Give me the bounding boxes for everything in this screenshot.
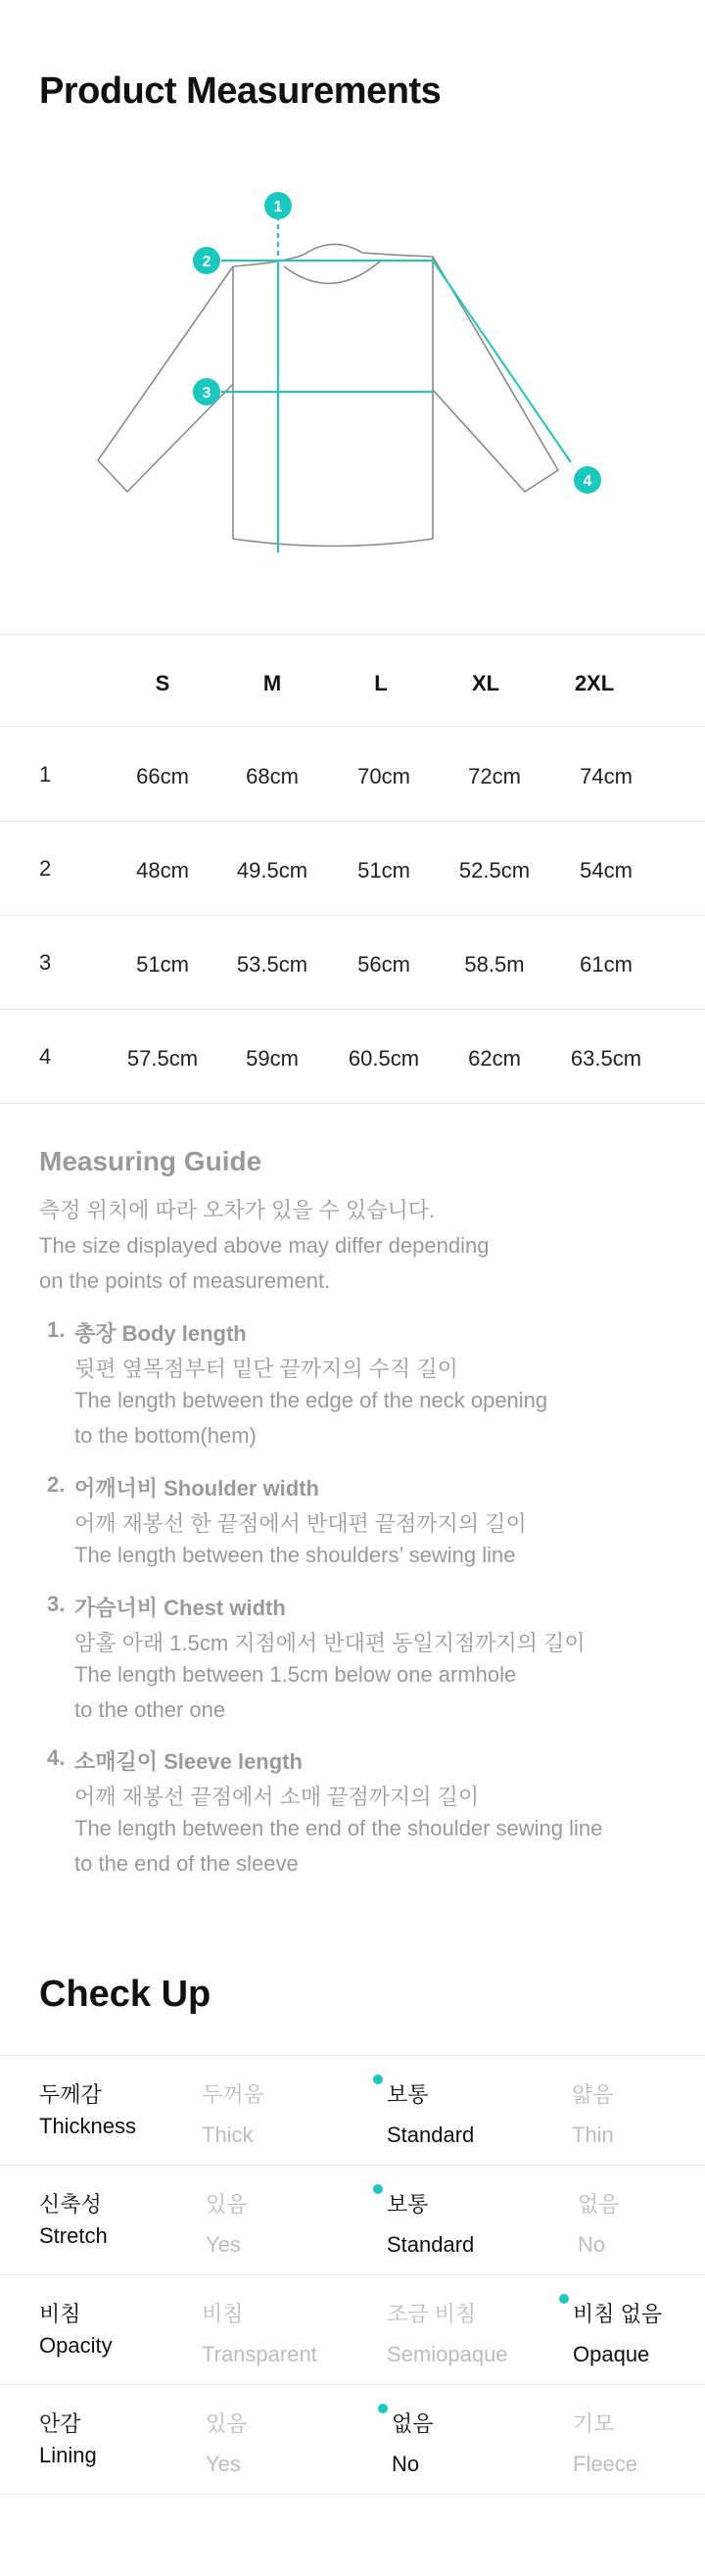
option-en: Yes (206, 2232, 241, 2257)
check-option-selected (573, 2298, 705, 2367)
check-option (202, 2298, 378, 2367)
table-cell: 59cm (246, 1046, 299, 1071)
marker-4 (574, 466, 601, 494)
option-en: Thick (202, 2123, 254, 2147)
table-cell: 74cm (580, 764, 633, 788)
check-rule (0, 2055, 705, 2056)
table-cell: 48cm (136, 858, 189, 883)
option-ko: 있음 (206, 2192, 248, 2217)
option-ko: 기모 (573, 2411, 615, 2436)
table-rule (0, 726, 705, 727)
guide-item-line: to the end of the sleeve (74, 1851, 299, 1876)
option-ko: 없음 (392, 2411, 434, 2436)
check-option (387, 2298, 563, 2367)
guide-item-heading: 가슴너비 Chest width (74, 1596, 286, 1620)
check-rule (0, 2274, 705, 2275)
table-cell: 70cm (357, 764, 410, 788)
check-label-ko: 안감 (39, 2411, 81, 2436)
check-rule (0, 2494, 705, 2495)
row-label: 3 (39, 950, 52, 975)
check-option (578, 2188, 705, 2258)
table-cell: 60.5cm (348, 1046, 420, 1071)
guide-intro-line: 측정 위치에 따라 오차가 있을 수 있습니다. (39, 1198, 436, 1222)
option-ko: 보통 (387, 2082, 429, 2107)
option-en: Transparent (202, 2342, 317, 2366)
guide-item-line: 어깨 재봉선 한 끝점에서 반대편 끝점까지의 길이 (74, 1511, 527, 1536)
check-label-ko: 두께감 (39, 2082, 102, 2107)
option-ko: 비침 (202, 2302, 244, 2326)
check-up-title: Check Up (39, 1974, 212, 2015)
guide-item-line: 뒷편 옆목점부터 밑단 끝까지의 수직 길이 (74, 1357, 458, 1381)
check-option-selected (387, 2188, 563, 2258)
size-header: XL (471, 671, 500, 695)
option-ko: 보통 (387, 2192, 429, 2217)
guide-item-line: to the bottom(hem) (74, 1423, 257, 1448)
table-rule (0, 915, 705, 916)
size-header: M (262, 671, 282, 695)
table-cell: 57.5cm (126, 1046, 199, 1071)
check-option (572, 2078, 705, 2148)
check-option (206, 2408, 382, 2477)
table-cell: 49.5cm (236, 858, 308, 883)
guide-item-number: 4. (47, 1745, 66, 1770)
table-cell: 54cm (580, 858, 633, 883)
check-option (202, 2078, 378, 2148)
guide-intro-line: The size displayed above may differ depending (39, 1233, 490, 1258)
check-rule (0, 2384, 705, 2385)
guide-intro-line: on the points of measurement. (39, 1268, 331, 1293)
guide-item-number: 3. (47, 1592, 66, 1616)
table-rule (0, 1009, 705, 1010)
check-option-selected (392, 2408, 568, 2477)
selected-dot-icon (378, 2404, 388, 2413)
guide-item-line: The length between the end of the shoulder sewing line (74, 1816, 603, 1840)
size-header: L (374, 671, 388, 695)
table-cell: 63.5cm (570, 1046, 642, 1071)
table-cell: 53.5cm (236, 952, 308, 977)
check-option (206, 2188, 382, 2258)
marker-3 (193, 378, 220, 405)
option-en: Standard (387, 2232, 475, 2257)
table-cell: 66cm (136, 764, 189, 788)
check-option (573, 2408, 705, 2477)
selected-dot-icon (373, 2075, 383, 2084)
check-label-en: Thickness (39, 2114, 137, 2138)
table-cell: 51cm (357, 858, 410, 883)
guide-item-number: 2. (47, 1472, 66, 1497)
option-en: Yes (206, 2452, 241, 2476)
selected-dot-icon (559, 2294, 569, 2304)
option-ko: 비침 없음 (573, 2302, 663, 2326)
guide-item-heading: 소매길이 Sleeve length (74, 1749, 303, 1774)
option-ko: 조금 비침 (387, 2302, 477, 2326)
row-label: 2 (39, 856, 52, 881)
guide-item-line: to the other one (74, 1697, 226, 1722)
guide-item-line: 어깨 재봉선 끝점에서 소매 끝점까지의 길이 (74, 1785, 480, 1809)
svg-text:3: 3 (202, 385, 212, 402)
guide-item-line: The length between the shoulders’ sewing line (74, 1543, 516, 1567)
check-label-en: Opacity (39, 2333, 113, 2358)
guide-item-line: The length between the edge of the neck opening (74, 1388, 548, 1412)
option-en: No (392, 2452, 420, 2476)
option-ko: 있음 (206, 2411, 248, 2436)
guide-item-number: 1. (47, 1317, 66, 1342)
check-label-en: Stretch (39, 2223, 108, 2248)
table-rule (0, 821, 705, 822)
garment-diagram (0, 176, 705, 588)
option-ko: 두꺼움 (202, 2082, 264, 2107)
table-cell: 51cm (136, 952, 189, 977)
table-cell: 61cm (580, 952, 633, 977)
guide-item-heading: 어깨너비 Shoulder width (74, 1476, 319, 1501)
row-label: 1 (39, 762, 52, 787)
table-rule (0, 1103, 705, 1104)
table-cell: 58.5m (464, 952, 525, 977)
table-cell: 72cm (468, 764, 521, 788)
option-en: Standard (387, 2123, 475, 2147)
marker-1 (264, 192, 292, 219)
guide-item-heading: 총장 Body length (74, 1321, 247, 1346)
table-cell: 52.5cm (458, 858, 531, 883)
table-cell: 56cm (357, 952, 410, 977)
option-ko: 없음 (578, 2192, 620, 2217)
svg-text:1: 1 (273, 199, 283, 215)
option-en: Fleece (573, 2452, 638, 2476)
option-en: No (578, 2232, 606, 2257)
option-en: Semiopaque (387, 2342, 508, 2366)
size-header: S (155, 671, 170, 695)
svg-text:4: 4 (583, 473, 592, 490)
size-header: 2XL (574, 671, 615, 695)
table-top-rule (0, 634, 705, 635)
svg-text:2: 2 (202, 254, 212, 270)
option-en: Thin (572, 2123, 614, 2147)
check-label-ko: 신축성 (39, 2192, 102, 2217)
check-rule (0, 2165, 705, 2166)
guide-item-line: 암홀 아래 1.5cm 지점에서 반대편 동일지점까지의 길이 (74, 1631, 586, 1655)
guide-title: Measuring Guide (39, 1146, 262, 1176)
table-cell: 62cm (468, 1046, 521, 1071)
check-option-selected (387, 2078, 563, 2148)
guide-item-line: The length between 1.5cm below one armhole (74, 1662, 517, 1687)
table-cell: 68cm (246, 764, 299, 788)
row-label: 4 (39, 1044, 52, 1069)
option-en: Opaque (573, 2342, 650, 2366)
marker-2 (193, 247, 220, 274)
check-label-ko: 비침 (39, 2302, 81, 2326)
selected-dot-icon (373, 2184, 383, 2194)
option-ko: 얇음 (572, 2082, 614, 2107)
check-label-en: Lining (39, 2443, 97, 2467)
page-title: Product Measurements (39, 71, 442, 112)
